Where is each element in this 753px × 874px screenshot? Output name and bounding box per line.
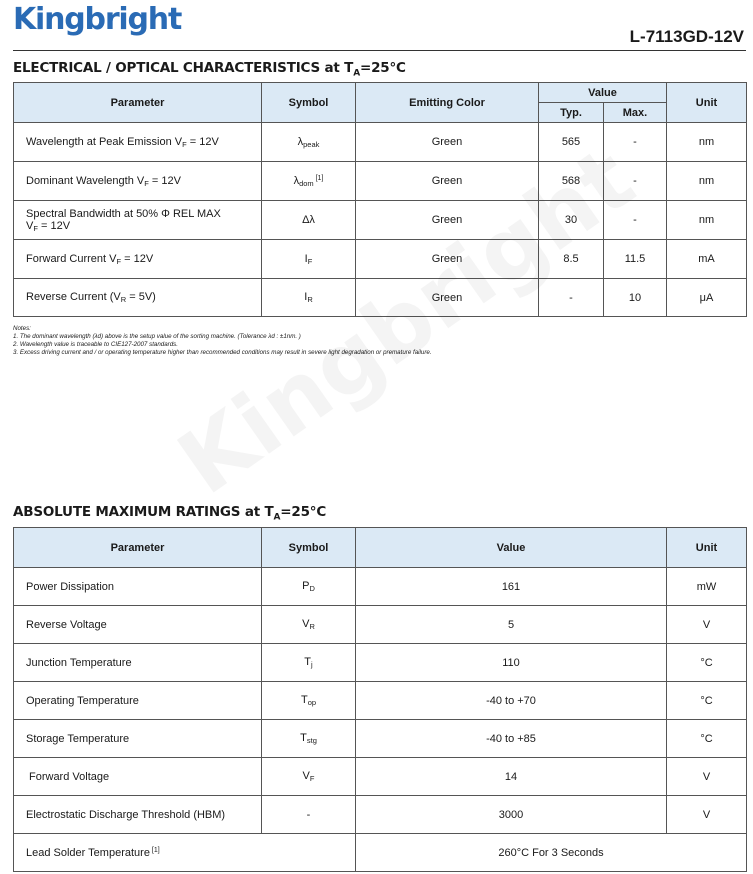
text-span: P	[302, 580, 310, 592]
notes-heading: Notes:	[13, 325, 31, 332]
col-header-parameter: Parameter	[14, 528, 262, 568]
subscript: F	[307, 256, 313, 266]
col-header-unit: Unit	[667, 83, 747, 123]
table-row	[14, 682, 747, 720]
subscript: F	[144, 178, 149, 188]
value-cell: 260°C For 3 Seconds	[356, 834, 747, 872]
col-header-symbol: Symbol	[262, 528, 356, 568]
unit-cell: μA	[667, 279, 747, 317]
typ-value-cell: 30	[539, 201, 604, 240]
value-cell: 110	[356, 644, 667, 682]
notes-block	[13, 325, 432, 357]
max-value-cell: -	[604, 162, 667, 201]
text-span: Forward Voltage	[29, 770, 110, 783]
brand-logo: Kingbright	[13, 2, 182, 37]
subscript: F	[309, 774, 315, 783]
subscript: F	[116, 256, 122, 266]
parameter-cell	[14, 720, 262, 758]
symbol-cell	[262, 758, 356, 796]
col-header-value: Value	[539, 83, 667, 103]
text-span: V	[26, 219, 34, 232]
text-span: Power Dissipation	[26, 580, 115, 593]
unit-cell: nm	[667, 162, 747, 201]
unit-cell: mA	[667, 240, 747, 279]
unit-cell: V	[667, 606, 747, 644]
subscript: D	[309, 584, 315, 593]
note-item: 1. The dominant wavelength (λd) above is the setup value of the sorting machine. (Tolerance λd : ±1nm. )	[13, 333, 301, 340]
table-row	[14, 162, 747, 201]
col-header-value: Value	[356, 528, 667, 568]
parameter-cell	[14, 834, 356, 872]
subscript: F	[33, 223, 38, 233]
electrical-section-title: ELECTRICAL / OPTICAL CHARACTERISTICS at $T_A=25^\circ C$	[13, 60, 406, 79]
max-value-cell: -	[604, 201, 667, 240]
text-span: = 12V	[37, 219, 71, 232]
emitting-color-cell: Green	[356, 162, 539, 201]
text-span: Junction Temperature	[26, 656, 132, 669]
note-item: 2. Wavelength value is traceable to CIE127-2007 standards.	[13, 341, 178, 348]
table-row	[14, 758, 747, 796]
typ-value-cell: -	[539, 279, 604, 317]
symbol-cell	[262, 568, 356, 606]
unit-cell: mW	[667, 568, 747, 606]
text-span: Operating Temperature	[26, 694, 139, 707]
typ-value-cell: 565	[539, 123, 604, 162]
superscript: [1]	[149, 846, 160, 854]
unit-cell: nm	[667, 123, 747, 162]
subscript: F	[182, 139, 187, 149]
unit-cell: nm	[667, 201, 747, 240]
table-row	[14, 606, 747, 644]
emitting-color-cell: Green	[356, 123, 539, 162]
subscript: R	[309, 622, 315, 631]
text-span: = 12V	[148, 174, 181, 187]
text-span: Spectral Bandwidth at 50% Φ REL MAX	[26, 207, 221, 220]
emitting-color-cell: Green	[356, 279, 539, 317]
text-span: Wavelength at Peak Emission V	[26, 135, 183, 148]
unit-cell: °C	[667, 682, 747, 720]
text-span: = 12V	[186, 135, 219, 148]
symbol-cell	[262, 162, 356, 201]
subscript: op	[307, 698, 317, 707]
max-value-cell: 10	[604, 279, 667, 317]
parameter-cell	[14, 123, 262, 162]
symbol-cell	[262, 796, 356, 834]
table-row	[14, 201, 747, 240]
parameter-cell	[14, 644, 262, 682]
value-cell: 3000	[356, 796, 667, 834]
text-span: Storage Temperature	[26, 732, 130, 745]
table-row	[14, 123, 747, 162]
text-span: Dominant Wavelength V	[26, 174, 145, 187]
parameter-cell	[14, 240, 262, 279]
table-row	[14, 720, 747, 758]
parameter-cell	[14, 606, 262, 644]
col-header-max: Max.	[604, 103, 667, 123]
unit-cell: °C	[667, 644, 747, 682]
parameter-cell	[14, 758, 262, 796]
text-span: T	[304, 656, 312, 668]
table-row	[14, 240, 747, 279]
unit-cell: V	[667, 796, 747, 834]
subscript: j	[311, 660, 313, 669]
absolute-maximum-ratings-table	[13, 527, 747, 872]
table-row	[14, 568, 747, 606]
col-header-typ: Typ.	[539, 103, 604, 123]
text-span: T	[300, 732, 307, 744]
part-number: L-7113GD-12V	[629, 27, 744, 46]
text-span: λ	[293, 174, 300, 187]
symbol-cell	[262, 682, 356, 720]
symbol-cell	[262, 720, 356, 758]
text-span: Lead Solder Temperature	[26, 846, 150, 859]
subscript: peak	[303, 139, 320, 149]
subscript: dom	[299, 178, 314, 188]
col-header-emitting-color: Emitting Color	[356, 83, 539, 123]
subscript: R	[120, 295, 127, 304]
header-divider	[13, 50, 746, 51]
value-cell: -40 to +85	[356, 720, 667, 758]
text-span: I	[304, 291, 308, 303]
value-cell: -40 to +70	[356, 682, 667, 720]
value-cell: 5	[356, 606, 667, 644]
unit-cell: °C	[667, 720, 747, 758]
parameter-cell	[14, 682, 262, 720]
text-span: T	[300, 694, 308, 706]
typ-value-cell: 8.5	[539, 240, 604, 279]
table-row	[14, 644, 747, 682]
symbol-cell	[262, 240, 356, 279]
emitting-color-cell: Green	[356, 240, 539, 279]
col-header-symbol: Symbol	[262, 83, 356, 123]
parameter-cell	[14, 162, 262, 201]
text-span: Reverse Voltage	[26, 618, 107, 631]
parameter-cell	[14, 279, 262, 317]
text-span: = 12V	[121, 252, 154, 265]
text-span: -	[306, 808, 311, 821]
text-span: Reverse Current (V	[26, 291, 121, 303]
text-span: λ	[297, 135, 304, 148]
text-span: = 5V)	[126, 291, 156, 303]
note-item: 3. Excess driving current and / or operating temperature higher than recommended conditions may result in severe light degradation or premature failure.	[13, 349, 432, 356]
emitting-color-cell: Green	[356, 201, 539, 240]
text-span: V	[302, 770, 310, 782]
text-span: Δλ	[302, 214, 315, 226]
text-span: I	[304, 252, 308, 265]
subscript: stg	[306, 736, 317, 745]
parameter-cell	[14, 796, 262, 834]
parameter-cell	[14, 201, 262, 240]
max-value-cell: 11.5	[604, 240, 667, 279]
col-header-parameter: Parameter	[14, 83, 262, 123]
text-span: Electrostatic Discharge Threshold (HBM)	[26, 808, 226, 821]
electrical-characteristics-table	[13, 82, 747, 317]
value-cell: 14	[356, 758, 667, 796]
unit-cell: V	[667, 758, 747, 796]
symbol-cell	[262, 201, 356, 240]
parameter-cell	[14, 568, 262, 606]
text-span: Forward Current V	[26, 252, 117, 265]
table-row	[14, 796, 747, 834]
subscript: R	[307, 295, 313, 304]
value-cell: 161	[356, 568, 667, 606]
typ-value-cell: 568	[539, 162, 604, 201]
superscript: [1]	[313, 174, 324, 182]
table-row	[14, 279, 747, 317]
max-value-cell: -	[604, 123, 667, 162]
symbol-cell	[262, 279, 356, 317]
table-row	[14, 834, 747, 872]
symbol-cell	[262, 123, 356, 162]
col-header-unit: Unit	[667, 528, 747, 568]
symbol-cell	[262, 606, 356, 644]
text-span: V	[302, 618, 310, 630]
symbol-cell	[262, 644, 356, 682]
absolute-ratings-section-title: ABSOLUTE MAXIMUM RATINGS at $T_A=25^\circ C$	[13, 504, 327, 523]
